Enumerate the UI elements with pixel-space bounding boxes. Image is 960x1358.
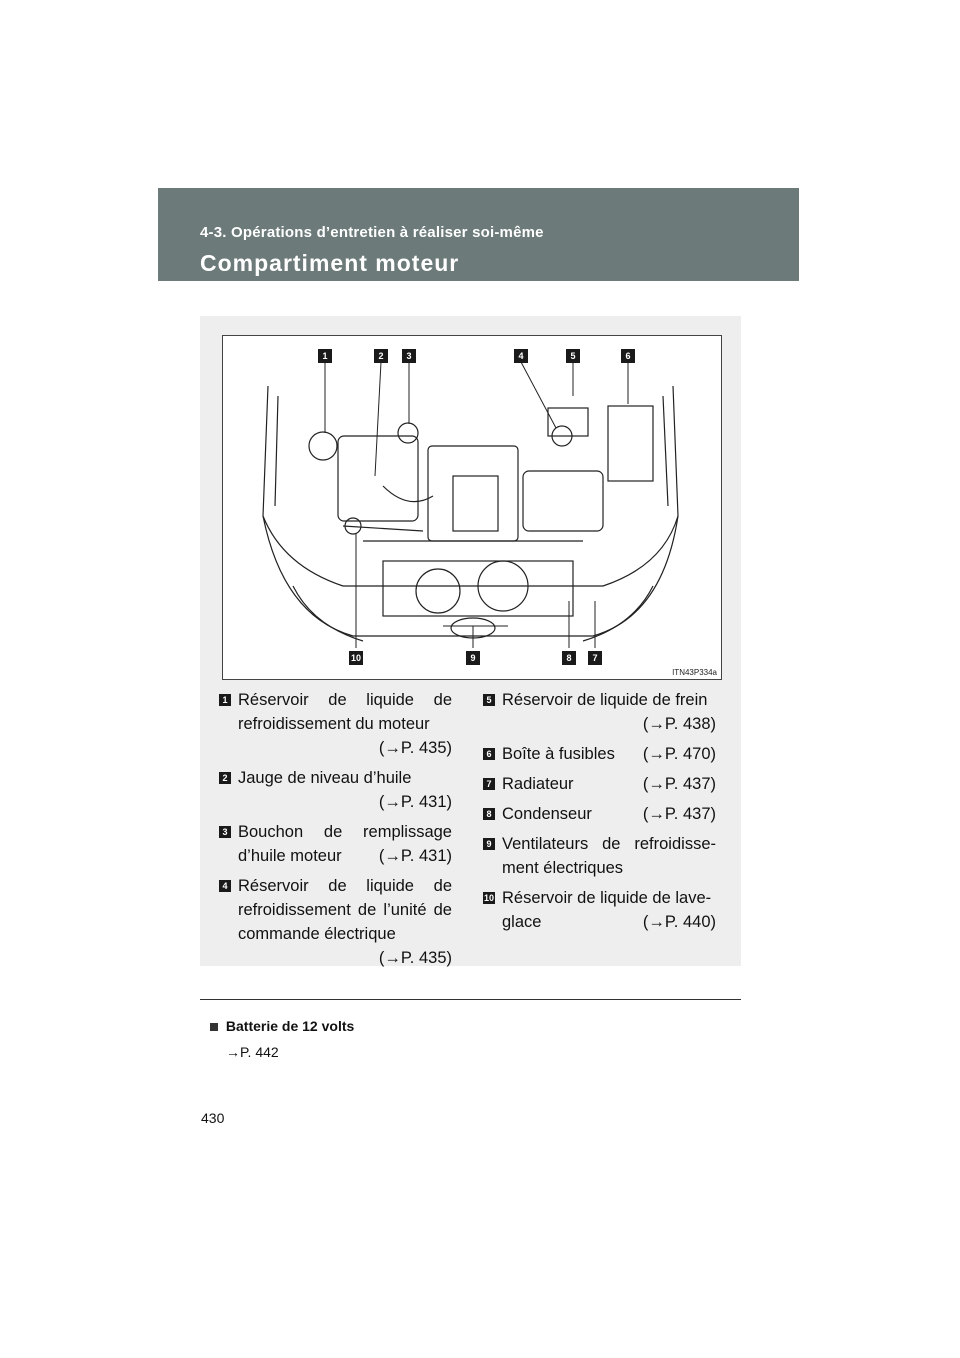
item-page-ref: (→P. 431) [378, 847, 452, 865]
section-label: 4-3. Opérations d’entretien à réaliser soi-même [200, 224, 544, 241]
note-heading-text: Batterie de 12 volts [225, 1018, 355, 1034]
item-text: commande électrique [238, 925, 396, 943]
legend-item [216, 874, 452, 970]
callout-1: 1 [318, 349, 332, 363]
page-title: Compartiment moteur [200, 250, 460, 276]
legend-item [480, 742, 716, 766]
legend-left-column [216, 688, 452, 976]
legend-item [216, 688, 452, 760]
item-text-row [502, 802, 716, 826]
legend-item [480, 886, 716, 934]
item-page-ref: (→P. 437) [642, 775, 716, 793]
legend-item [480, 802, 716, 826]
item-text: refroidissement du moteur [238, 715, 430, 733]
callout-7: 7 [588, 651, 602, 665]
legend-item [480, 832, 716, 880]
item-number: 3 [219, 826, 231, 838]
callout-6: 6 [621, 349, 635, 363]
legend-right-column [480, 688, 716, 940]
item-number: 1 [219, 694, 231, 706]
item-number: 10 [483, 893, 494, 903]
item-page-ref: (→P. 431) [378, 793, 452, 811]
item-text-row [502, 910, 716, 934]
item-page-ref: (→P. 440) [642, 913, 716, 931]
callout-8: 8 [562, 651, 576, 665]
note-text: →P. 442 [226, 1044, 279, 1060]
item-number: 9 [483, 838, 495, 850]
item-page-ref: (→P. 437) [642, 805, 716, 823]
item-text: Réservoir de liquide de frein [502, 691, 708, 709]
legend-item [216, 766, 452, 814]
item-number: 8 [483, 808, 495, 820]
callout-9: 9 [466, 651, 480, 665]
callout-10: 10 [350, 653, 361, 663]
engine-drawing [223, 336, 721, 679]
item-number: 5 [483, 694, 495, 706]
item-text-row [502, 742, 716, 766]
item-page-ref: (→P. 435) [378, 949, 452, 967]
item-text: ment électriques [502, 859, 624, 877]
item-text: Boîte à fusibles [502, 745, 615, 763]
engine-illustration [222, 335, 722, 680]
item-text: refroidissement de l’unité de [238, 901, 452, 919]
item-text: Réservoir de liquide de lave- [502, 889, 712, 907]
figure-code: ITN43P334a [672, 668, 717, 677]
item-text: Ventilateurs de refroidisse- [502, 835, 716, 853]
item-page-ref: (→P. 438) [642, 715, 716, 733]
item-text: Bouchon de remplissage [238, 823, 452, 841]
item-page-ref: (→P. 470) [642, 745, 716, 763]
legend-item [480, 772, 716, 796]
item-text: glace [502, 913, 542, 931]
item-number: 4 [219, 880, 231, 892]
item-text-row [238, 844, 452, 868]
item-text: Condenseur [502, 805, 592, 823]
item-number: 2 [219, 772, 231, 784]
callout-5: 5 [566, 349, 580, 363]
callout-3: 3 [402, 349, 416, 363]
item-text: Radiateur [502, 775, 574, 793]
note-heading [210, 1018, 354, 1034]
item-text: Réservoir de liquide de [238, 691, 452, 709]
page-number: 430 [201, 1110, 225, 1126]
callout-2: 2 [374, 349, 388, 363]
item-page-ref: (→P. 435) [378, 739, 452, 757]
item-text: Réservoir de liquide de [238, 877, 452, 895]
item-number: 7 [483, 778, 495, 790]
callout-4: 4 [514, 349, 528, 363]
item-text: d’huile moteur [238, 847, 342, 865]
item-text-row [502, 772, 716, 796]
legend-item [480, 688, 716, 736]
item-number: 6 [483, 748, 495, 760]
square-bullet-icon [210, 1023, 218, 1031]
item-text: Jauge de niveau d’huile [238, 769, 412, 787]
legend-item [216, 820, 452, 868]
divider [200, 999, 741, 1000]
